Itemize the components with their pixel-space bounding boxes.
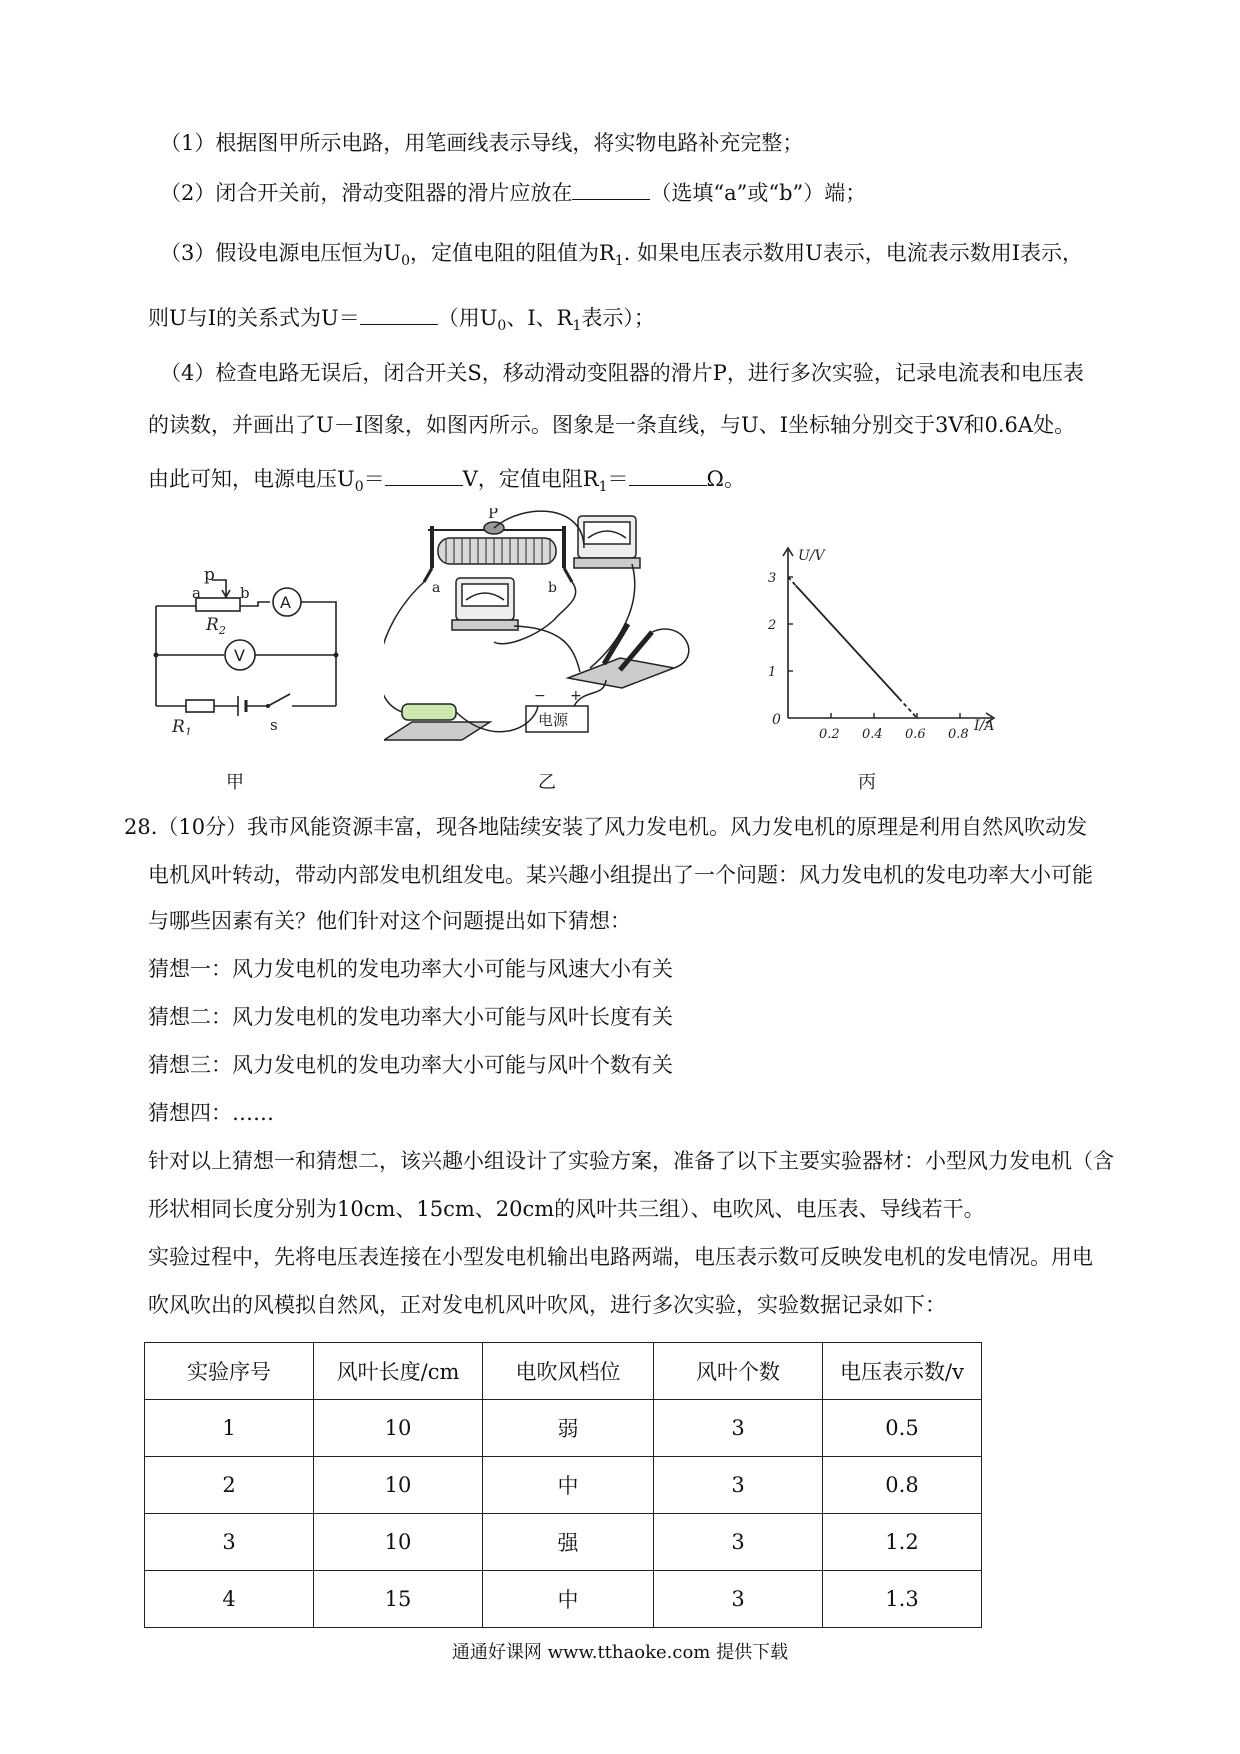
q27-part4-text-d: ＝ bbox=[363, 467, 385, 491]
answer-blank-3 bbox=[385, 463, 463, 486]
q27-part4-text-f: ＝ bbox=[607, 467, 629, 491]
table-cell: 10 bbox=[314, 1457, 483, 1514]
table-row bbox=[145, 1457, 982, 1514]
q28-guess1: 猜想一：风力发电机的发电功率大小可能与风速大小有关 bbox=[148, 957, 673, 981]
q27-part2-text-b: （选填“a”或“b”）端； bbox=[650, 181, 867, 205]
x-axis-label: I/A bbox=[974, 718, 995, 734]
subscript: 1 bbox=[598, 479, 608, 496]
table-cell: 强 bbox=[483, 1514, 654, 1571]
table-cell: 10 bbox=[314, 1514, 483, 1571]
q27-part4-line1: （4）检查电路无误后，闭合开关S，移动滑动变阻器的滑片P，进行多次实验，记录电流表和电压表 bbox=[160, 361, 1084, 385]
battery-minus-label: − bbox=[534, 688, 546, 704]
circuit-diagram-jia bbox=[140, 560, 360, 735]
q27-part4-text-c: 由此可知，电源电压U bbox=[148, 467, 355, 491]
rheostat-label-p: P bbox=[488, 508, 499, 522]
ui-graph-bing bbox=[752, 540, 1022, 750]
power-source-label: 电源 bbox=[538, 711, 569, 729]
q27-part3-text-b: ，定值电阻的阻值为R bbox=[409, 241, 615, 265]
table-cell: 3 bbox=[145, 1514, 314, 1571]
q27-part2-text-a: （2）闭合开关前，滑动变阻器的滑片应放在 bbox=[160, 181, 573, 205]
rheostat-label-r2: $R_2$ bbox=[206, 615, 226, 637]
y-tick-label: 1 bbox=[768, 665, 777, 680]
subscript: 0 bbox=[401, 253, 410, 270]
q27-part3-text-e: （用U bbox=[437, 306, 498, 330]
answer-blank-4 bbox=[629, 463, 707, 486]
battery-plus-label: + bbox=[570, 688, 582, 704]
table-cell: 0.5 bbox=[823, 1400, 982, 1457]
q28-line5: 形状相同长度分别为10cm、15cm、20cm的风叶共三组）、电吹风、电压表、导线若干。 bbox=[148, 1197, 985, 1221]
caption-bing: 丙 bbox=[858, 772, 876, 793]
subscript: 1 bbox=[614, 253, 624, 270]
terminal-label-a: a bbox=[192, 584, 201, 602]
table-cell: 中 bbox=[483, 1571, 654, 1628]
table-header-row bbox=[145, 1343, 982, 1400]
page-footer: 通通好课网 www.tthaoke.com 提供下载 bbox=[451, 1642, 789, 1663]
q28-line4: 针对以上猜想一和猜想二，该兴趣小组设计了实验方案，准备了以下主要实验器材：小型风力发电机（含 bbox=[148, 1149, 1114, 1173]
table-row bbox=[145, 1571, 982, 1628]
y-tick-label: 2 bbox=[768, 618, 777, 633]
table-cell: 0.8 bbox=[823, 1457, 982, 1514]
q28-line1: 28.（10分）我市风能资源丰富，现各地陆续安装了风力发电机。风力发电机的原理是利用自然风吹动发 bbox=[124, 815, 1088, 839]
caption-yi: 乙 bbox=[538, 772, 556, 793]
table-header-cell: 实验序号 bbox=[145, 1343, 314, 1400]
table-cell: 弱 bbox=[483, 1400, 654, 1457]
subscript: 1 bbox=[572, 318, 582, 335]
table-header-cell: 风叶个数 bbox=[654, 1343, 823, 1400]
subscript: 0 bbox=[497, 318, 507, 335]
q28-guess2: 猜想二：风力发电机的发电功率大小可能与风叶长度有关 bbox=[148, 1005, 673, 1029]
rheostat-label-a: a bbox=[432, 580, 441, 596]
q27-part3-line1 bbox=[160, 238, 1083, 276]
x-tick-label: 0.8 bbox=[948, 727, 969, 742]
table-row bbox=[145, 1514, 982, 1571]
q27-part3-text-a: （3）假设电源电压恒为U bbox=[160, 241, 402, 265]
table-header-cell: 电吹风档位 bbox=[483, 1343, 654, 1400]
x-tick-label: 0.2 bbox=[819, 727, 840, 742]
q27-part2 bbox=[160, 177, 866, 208]
table-cell: 1.2 bbox=[823, 1514, 982, 1571]
q27-part3-text-c: . 如果电压表示数用U表示，电流表示数用I表示， bbox=[623, 241, 1084, 265]
table-cell: 3 bbox=[654, 1400, 823, 1457]
q27-part4-text-g: Ω。 bbox=[706, 467, 745, 491]
q27-part4-text-e: V，定值电阻R bbox=[462, 467, 599, 491]
q28-line6: 实验过程中，先将电压表连接在小型发电机输出电路两端，电压表示数可反映发电机的发电情况。用电 bbox=[148, 1245, 1093, 1269]
table-cell: 1.3 bbox=[823, 1571, 982, 1628]
x-tick-label: 0.6 bbox=[905, 727, 926, 742]
answer-blank-1 bbox=[572, 177, 650, 200]
q27-part4-line3 bbox=[148, 463, 745, 502]
q27-part3-line2 bbox=[148, 302, 655, 341]
ammeter-label: A bbox=[280, 593, 291, 612]
rheostat-label-b: b bbox=[548, 580, 557, 596]
table-cell: 1 bbox=[145, 1400, 314, 1457]
q28-line3: 与哪些因素有关？他们针对这个问题提出如下猜想： bbox=[148, 909, 631, 933]
terminal-label-b: b bbox=[240, 584, 250, 602]
voltmeter-label: V bbox=[234, 646, 245, 665]
q27-part3-text-g: 表示）； bbox=[581, 306, 655, 330]
x-tick-label: 0.4 bbox=[862, 727, 883, 742]
q27-part3-text-f: 、I、R bbox=[506, 306, 573, 330]
q27-part1: （1）根据图甲所示电路，用笔画线表示导线，将实物电路补充完整； bbox=[160, 131, 804, 155]
table-cell: 4 bbox=[145, 1571, 314, 1628]
table-cell: 15 bbox=[314, 1571, 483, 1628]
q28-line7: 吹风吹出的风模拟自然风，正对发电机风叶吹风，进行多次实验，实验数据记录如下： bbox=[148, 1293, 946, 1317]
origin-label: 0 bbox=[772, 712, 781, 728]
series-line bbox=[796, 585, 899, 698]
q28-guess4: 猜想四：…… bbox=[148, 1101, 274, 1125]
table-cell: 3 bbox=[654, 1571, 823, 1628]
experiment-data-table bbox=[144, 1342, 982, 1628]
resistor-label-r1: $R_1$ bbox=[172, 717, 192, 735]
table-cell: 3 bbox=[654, 1457, 823, 1514]
answer-blank-2 bbox=[360, 302, 438, 325]
physical-circuit-yi bbox=[384, 508, 734, 773]
q27-part3-text-d: 则U与I的关系式为U＝ bbox=[148, 306, 360, 330]
series-line-extension bbox=[788, 577, 796, 585]
q28-guess3: 猜想三：风力发电机的发电功率大小可能与风叶个数有关 bbox=[148, 1053, 673, 1077]
y-axis-label: U/V bbox=[798, 548, 825, 564]
caption-jia: 甲 bbox=[226, 772, 244, 793]
slider-label-p: p bbox=[204, 565, 215, 585]
table-cell: 10 bbox=[314, 1400, 483, 1457]
y-tick-label: 3 bbox=[768, 571, 777, 586]
table-cell: 中 bbox=[483, 1457, 654, 1514]
subscript: 0 bbox=[354, 479, 364, 496]
table-header-cell: 风叶长度/cm bbox=[314, 1343, 483, 1400]
table-cell: 3 bbox=[654, 1514, 823, 1571]
q28-line2: 电机风叶转动，带动内部发电机组发电。某兴趣小组提出了一个问题：风力发电机的发电功率大小可能 bbox=[148, 863, 1093, 887]
q27-part4-line2: 的读数，并画出了U－I图象，如图丙所示。图象是一条直线，与U、I坐标轴分别交于3V和0.6A处。 bbox=[148, 413, 1076, 437]
series-line-extension bbox=[899, 698, 917, 718]
table-row bbox=[145, 1400, 982, 1457]
switch-label: s bbox=[270, 716, 278, 734]
table-cell: 2 bbox=[145, 1457, 314, 1514]
table-header-cell: 电压表示数/v bbox=[823, 1343, 982, 1400]
